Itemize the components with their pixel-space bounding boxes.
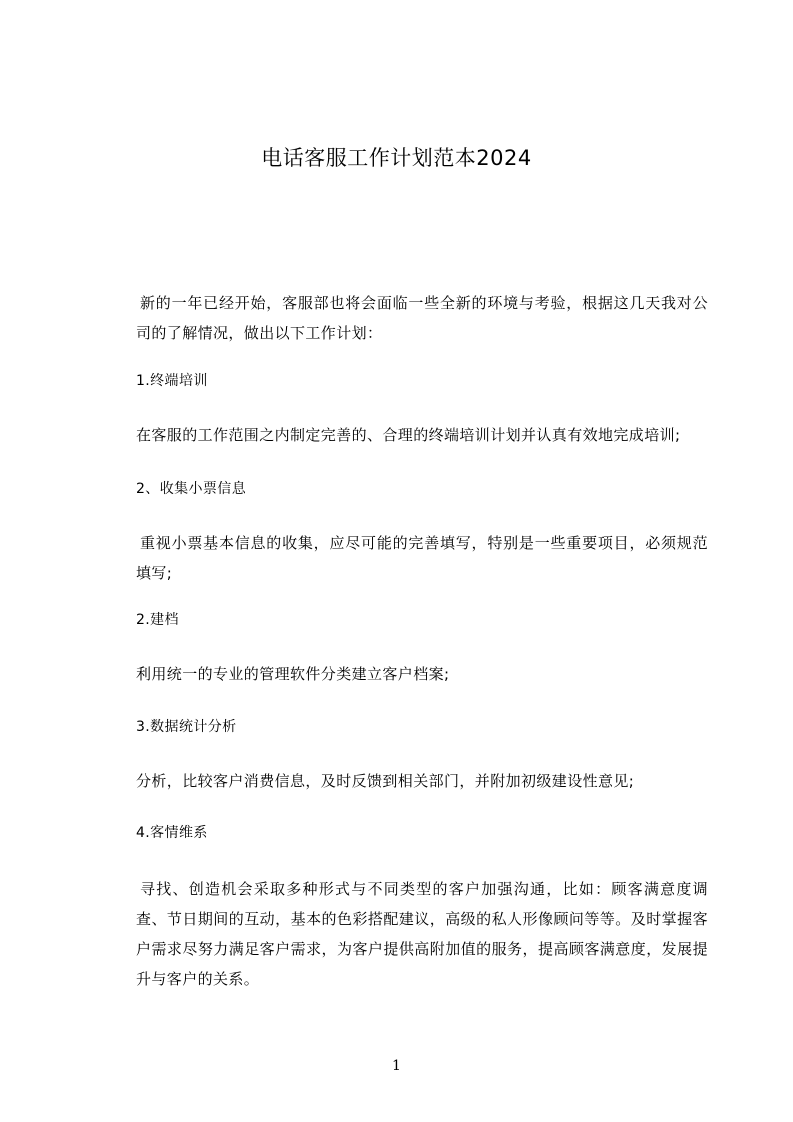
section-heading-1: 1.终端培训 <box>136 373 208 389</box>
section-heading-5: 4.客情维系 <box>136 825 208 841</box>
page-title: 电话客服工作计划范本2024 <box>261 146 532 170</box>
section-heading-4: 3.数据统计分析 <box>136 719 237 735</box>
section-body-2: 重视小票基本信息的收集，应尽可能的完善填写，特别是一些重要项目，必须规范填写; <box>136 534 708 582</box>
intro-paragraph: 新的一年已经开始，客服部也将会面临一些全新的环境与考验，根据这几天我对公司的了解情况，做出以下工作计划： <box>136 294 708 342</box>
section-body-3: 利用统一的专业的管理软件分类建立客户档案; <box>136 665 450 683</box>
section-body-1: 在客服的工作范围之内制定完善的、合理的终端培训计划并认真有效地完成培训; <box>136 426 681 444</box>
section-body-5: 寻找、创造机会采取多种形式与不同类型的客户加强沟通，比如：顾客满意度调查、节日期间的互动，基本的色彩搭配建议，高级的私人形像顾问等等。及时掌握客户需求尽努力满足客户需求，为客户提供高附加值的服务，提高顾客满意度，发展提升与客户的关系。 <box>136 880 708 988</box>
section-body-4: 分析，比较客户消费信息，及时反馈到相关部门，并附加初级建设性意见; <box>136 772 635 790</box>
section-heading-2: 2、收集小票信息 <box>136 481 247 497</box>
page-number: 1 <box>392 1058 401 1074</box>
section-heading-3: 2.建档 <box>136 612 179 628</box>
